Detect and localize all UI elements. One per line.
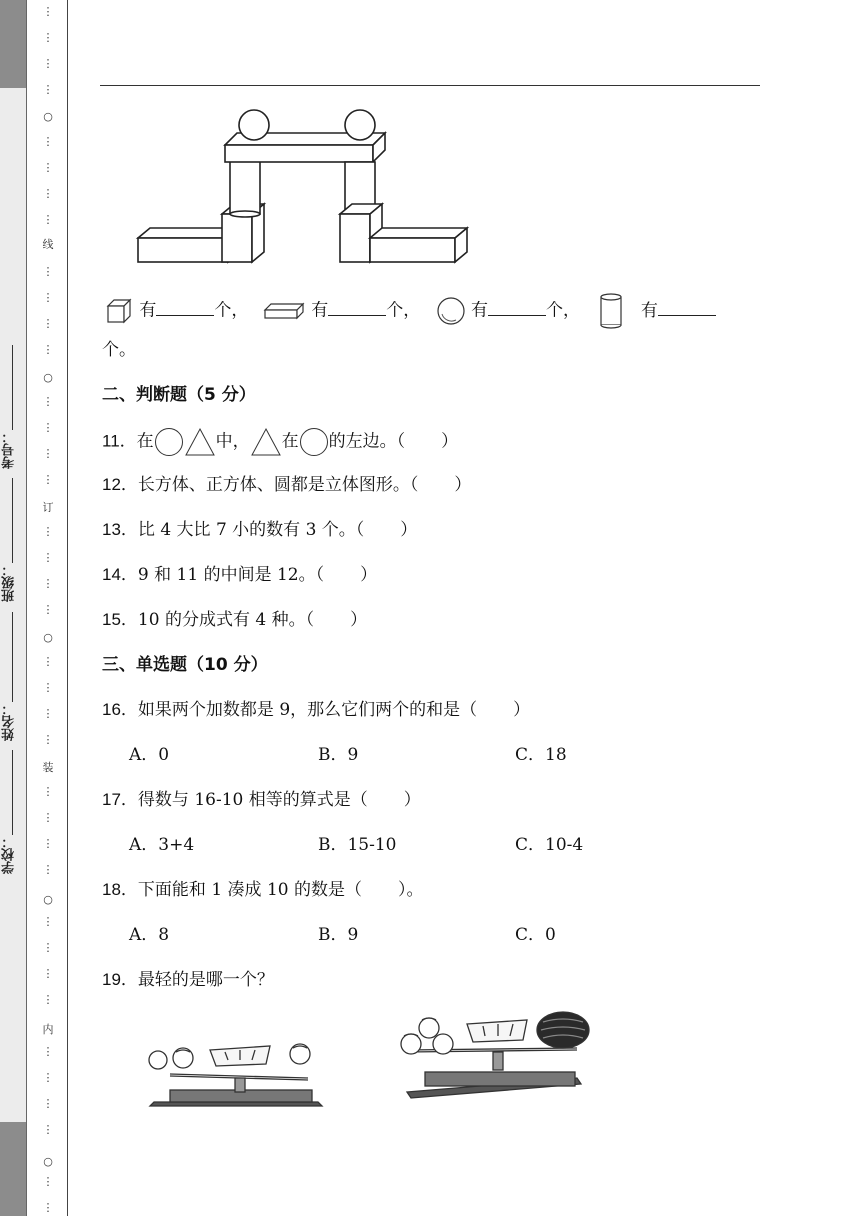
count-unit: 个， <box>214 300 249 321</box>
question-text: 中， <box>215 431 250 452</box>
binding-dot: ⋮ <box>42 1123 54 1136</box>
exam-number-label: 考号： <box>2 430 17 469</box>
name-label: 姓名： <box>2 702 17 741</box>
binding-dot: ⋮ <box>42 213 54 226</box>
question-14 <box>102 563 377 587</box>
binding-dot: ⋮ <box>42 863 54 876</box>
cuboid-icon <box>262 301 306 321</box>
question-text: 在 <box>281 431 299 452</box>
binding-dot: ⋮ <box>42 57 54 70</box>
binding-circle-icon: ○ <box>43 110 53 123</box>
block-building-figure <box>130 100 480 270</box>
binding-dot: ⋮ <box>42 161 54 174</box>
binding-strip <box>0 0 26 1216</box>
binding-dot: ⋮ <box>42 707 54 720</box>
binding-dot: ⋮ <box>42 681 54 694</box>
answer-blank-cube[interactable] <box>156 297 214 316</box>
binding-mark: 线 <box>42 238 54 251</box>
question-19 <box>102 968 274 992</box>
option-a[interactable]: A．3+4 <box>129 835 195 855</box>
circle-icon <box>299 427 329 457</box>
question-11 <box>102 427 458 457</box>
binding-dot: ⋮ <box>42 291 54 304</box>
triangle-icon <box>250 427 282 457</box>
binding-circle-icon: ○ <box>43 371 53 384</box>
question-13 <box>102 518 417 542</box>
binding-circle-icon: ○ <box>43 893 53 906</box>
question-text: 9 和 11 的中间是 12。（ <box>137 565 325 585</box>
question-number: 14． <box>102 565 138 584</box>
option-c[interactable]: C．10-4 <box>515 835 584 855</box>
binding-dot: ⋮ <box>42 1071 54 1084</box>
binding-dot: ⋮ <box>42 31 54 44</box>
question-15 <box>102 608 367 632</box>
question-number: 11． <box>102 431 137 451</box>
has-text: 有 <box>139 300 157 321</box>
section-title-single-choice: 三、单选题（10 分） <box>102 655 268 675</box>
paren-close: ） <box>360 565 378 585</box>
count-unit-wrap: 个。 <box>102 340 136 360</box>
binding-dot: ⋮ <box>42 395 54 408</box>
binding-dot: ⋮ <box>42 1097 54 1110</box>
question-text: 在 <box>136 431 154 452</box>
paren-close: ）。 <box>398 880 424 900</box>
field-line <box>12 478 13 563</box>
question-text: 比 4 大比 7 小的数有 3 个。（ <box>137 520 365 540</box>
binding-dot: ⋮ <box>42 915 54 928</box>
answer-blank-cylinder[interactable] <box>658 297 716 316</box>
binding-dot: ⋮ <box>42 811 54 824</box>
answer-blank-cuboid[interactable] <box>328 297 386 316</box>
field-line <box>12 750 13 835</box>
binding-dot: ⋮ <box>42 993 54 1006</box>
binding-mark: 内 <box>42 1023 54 1036</box>
question-12 <box>102 473 471 497</box>
header-rule <box>100 85 760 86</box>
shapes-count-question <box>104 292 716 330</box>
paren-close: ） <box>454 475 472 495</box>
question-number: 17． <box>102 790 138 809</box>
binding-dot: ⋮ <box>42 421 54 434</box>
binding-dots <box>40 0 56 1216</box>
question-text: 如果两个加数都是 9，那么它们两个的和是（ <box>137 700 478 720</box>
count-unit: 个， <box>386 300 421 321</box>
binding-dot: ⋮ <box>42 551 54 564</box>
binding-dot: ⋮ <box>42 525 54 538</box>
strip-border <box>26 0 27 1216</box>
sphere-icon <box>436 296 466 326</box>
question-text: 最轻的是哪一个？ <box>137 970 274 990</box>
binding-dot: ⋮ <box>42 655 54 668</box>
binding-dot: ⋮ <box>42 577 54 590</box>
binding-dot: ⋮ <box>42 967 54 980</box>
question-18 <box>102 878 424 902</box>
question-text: 的左边。（ <box>328 431 406 452</box>
question-text: 下面能和 1 凑成 10 的数是（ <box>137 880 362 900</box>
binding-circle-icon: ○ <box>43 1155 53 1168</box>
binding-dot: ⋮ <box>42 473 54 486</box>
question-number: 15． <box>102 610 138 629</box>
paren-close: ） <box>513 700 531 720</box>
cylinder-icon <box>599 292 623 330</box>
section-title-judgment: 二、判断题（5 分） <box>102 385 256 405</box>
binding-dot: ⋮ <box>42 941 54 954</box>
cube-icon <box>104 296 134 326</box>
binding-dot: ⋮ <box>42 603 54 616</box>
question-16 <box>102 698 530 722</box>
binding-dot: ⋮ <box>42 343 54 356</box>
strip-dark-bottom <box>0 1122 26 1216</box>
strip-dark-top <box>0 0 26 88</box>
has-text: 有 <box>640 300 658 321</box>
question-number: 18． <box>102 880 138 899</box>
binding-dot: ⋮ <box>42 733 54 746</box>
question-number: 13． <box>102 520 138 539</box>
option-b[interactable]: B．15-10 <box>318 835 397 855</box>
binding-dot: ⋮ <box>42 1175 54 1188</box>
question-text: 得数与 16-10 相等的算式是（ <box>137 790 368 810</box>
question-number: 12． <box>102 475 138 494</box>
binding-circle-icon: ○ <box>43 631 53 644</box>
count-unit: 个， <box>546 300 581 321</box>
field-line <box>12 612 13 702</box>
option-a[interactable]: A．8 <box>129 925 170 945</box>
binding-dot: ⋮ <box>42 317 54 330</box>
binding-dot: ⋮ <box>42 447 54 460</box>
option-c[interactable]: C．0 <box>515 925 556 945</box>
binding-line <box>67 0 68 1216</box>
question-text: 10 的分成式有 4 种。（ <box>137 610 315 630</box>
triangle-icon <box>184 427 216 457</box>
binding-dot: ⋮ <box>42 837 54 850</box>
question-17 <box>102 788 421 812</box>
question-number: 19． <box>102 970 138 989</box>
binding-dot: ⋮ <box>42 5 54 18</box>
binding-dot: ⋮ <box>42 265 54 278</box>
balance-scale-left-figure <box>140 1030 340 1115</box>
has-text: 有 <box>311 300 329 321</box>
option-a[interactable]: A．0 <box>129 745 170 765</box>
binding-dot: ⋮ <box>42 83 54 96</box>
answer-blank-sphere[interactable] <box>488 297 546 316</box>
field-line <box>12 345 13 430</box>
question-number: 16． <box>102 700 138 719</box>
binding-dot: ⋮ <box>42 1045 54 1058</box>
binding-mark: 装 <box>42 761 54 774</box>
binding-mark: 订 <box>42 501 54 514</box>
binding-dot: ⋮ <box>42 785 54 798</box>
binding-dot: ⋮ <box>42 1201 54 1214</box>
option-c[interactable]: C．18 <box>515 745 567 765</box>
question-text: 长方体、正方体、圆都是立体图形。（ <box>137 475 419 495</box>
school-label: 学校： <box>2 835 17 874</box>
has-text: 有 <box>471 300 489 321</box>
binding-dot: ⋮ <box>42 187 54 200</box>
option-b[interactable]: B．9 <box>318 745 359 765</box>
paren-close: ） <box>441 431 459 452</box>
class-label: 班级： <box>2 563 17 602</box>
binding-dot: ⋮ <box>42 135 54 148</box>
paren-close: ） <box>403 790 421 810</box>
circle-icon <box>154 427 184 457</box>
option-b[interactable]: B．9 <box>318 925 359 945</box>
balance-scale-right-figure <box>395 1010 610 1110</box>
paren-close: ） <box>400 520 418 540</box>
paren-close: ） <box>350 610 368 630</box>
